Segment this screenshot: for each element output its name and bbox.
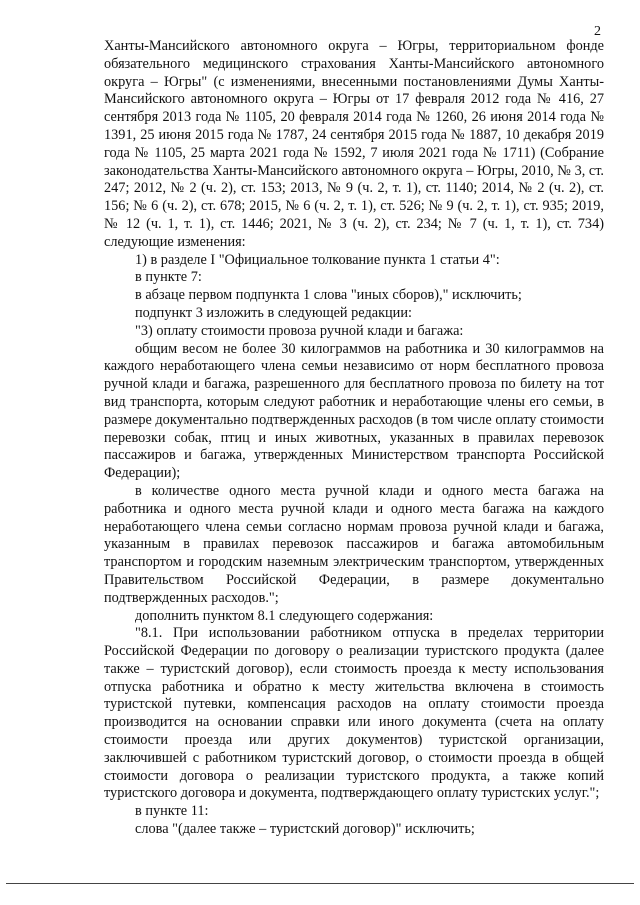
paragraph-places-count: в количестве одного места ручной клади и одного места багажа на работника и одного места ручной клади и одного места багажа на каждого неработающего члена семьи согласно нормам провоза ручной клади и багажа, указанным в правилах перевозок пассажиров и багажа автомобильным транспортом и городским наземным электрическим транспортом, утвержденных Правительством Российской Федерации, в размере документально подтвержденных расходов."; [104,482,604,606]
paragraph-subpoint-3-title: "3) оплату стоимости провоза ручной клади и багажа: [135,322,464,339]
paragraph-weight-limit: общим весом не более 30 килограммов на работника и 30 килограммов на каждого неработающего члена семьи независимо от норм бесплатного провоза ручной клади и багажа, разрешенного для бесплатного провоза по билету на тот вид транспорта, которым следуют работник и неработающие члены его семьи, в размере документально подтвержденных расходов (в том числе оплату стоимости перевозки собак, птиц и иных животных, указанных в правилах перевозок пассажиров и багажа, утвержденных Министерством транспорта Российской Федерации); [104,340,605,482]
paragraph-subpoint-1: в абзаце первом подпункта 1 слова "иных сборов)," исключить; [135,287,522,304]
page-bottom-divider [6,883,634,884]
paragraph-intro: Ханты-Мансийского автономного округа – Югры, территориальном фонде обязательного медицинского страхования Ханты-Мансийского автономного округа – Югры" (с изменениями, внесенными постановлениями Думы Ханты-Мансийского автономного округа – Югры от 17 февраля 2012 года № 416, 27 сентября 2013 года № 1105, 20 февраля 2014 года № 1260, 26 июня 2014 года № 1391, 25 июня 2015 года № 1787, 24 сентября 2015 года № 1887, 10 декабря 2019 года № 1105, 25 марта 2021 года № 1592, 7 июля 2021 года № 1711) (Собрание законодательства Ханты-Мансийского автономного округа – Югры, 2010, № 3, ст. 247; 2012, № 2 (ч. 2), ст. 153; 2013, № 9 (ч. 2, т. 1), ст. 1140; 2014, № 2 (ч. 2), ст. 156; № 6 (ч. 2), ст. 678; 2015, № 6 (ч. 2, т. 1), ст. 526; № 9 (ч. 2, т. 1), ст. 935; 2019, № 12 (ч. 1, т. 1), ст. 1446; 2021, № 3 (ч. 2), ст. 234; № 7 (ч. 1, т. 1), ст. 734) следующие изменения: [104,38,604,250]
document-body [104,38,604,839]
paragraph-section-1: 1) в разделе I "Официальное толкование пункта 1 статьи 4": [135,251,500,268]
paragraph-point-11-words: слова "(далее также – туристский договор)" исключить; [135,821,475,838]
paragraph-point-7: в пункте 7: [135,269,202,286]
paragraph-point-8-1: "8.1. При использовании работником отпуска в пределах территории Российской Федерации по договору о реализации туристского продукта (далее также – туристский договор), если стоимость проезда к месту использования отпуска работника и обратно к месту жительства включена в стоимость туристской путевки, компенсация расходов на оплату стоимости проезда производится на основании справки или иного документа (счета на оплату стоимости проезда или других документов) туристской организации, заключившей с работником туристский договор, о стоимости проезда в общей стоимости договора о реализации туристского продукта, а также копий туристского договора и документа, подтверждающего оплату туристских услуг."; [104,625,604,802]
paragraph-add-point-8-1: дополнить пунктом 8.1 следующего содержания: [135,607,434,624]
page-number: 2 [594,24,601,39]
paragraph-point-11: в пункте 11: [135,803,209,820]
paragraph-subpoint-3-intro: подпункт 3 изложить в следующей редакции: [135,304,412,321]
